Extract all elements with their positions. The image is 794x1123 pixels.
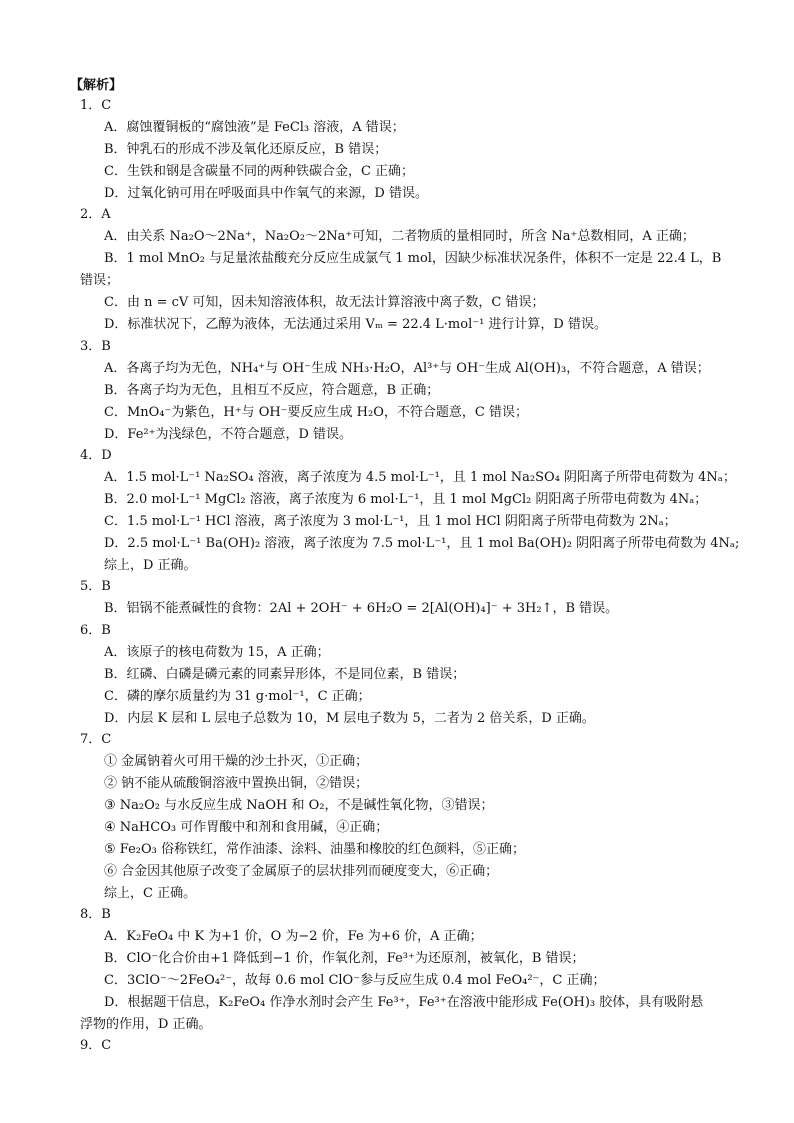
answer-2: 2．A [80, 207, 111, 222]
explanation-line: ② 钠不能从硫酸铜溶液中置换出铜，②错误； [104, 776, 369, 791]
explanation-line: C．生铁和钢是含碳量不同的两种铁碳合金，C 正确； [104, 164, 415, 179]
explanation-line: D．根据题干信息，K₂FeO₄ 作净水剂时会产生 Fe³⁺，Fe³⁺在溶液中能形成 Fe(OH)₃ 胶体，具有吸附悬 [104, 995, 704, 1010]
explanation-line: D．Fe²⁺为浅绿色，不符合题意，D 错误。 [104, 427, 353, 442]
explanation-line: D．内层 K 层和 L 层电子总数为 10，M 层电子数为 5，二者为 2 倍关系，D 正确。 [104, 711, 595, 726]
explanation-line: C．磷的摩尔质量约为 31 g·mol⁻¹，C 正确； [104, 689, 371, 704]
answer-5: 5．B [80, 579, 111, 594]
explanation-line: A．由关系 Na₂O～2Na⁺，Na₂O₂～2Na⁺可知，二者物质的量相同时，所含 Na⁺总数相同，A 正确； [104, 229, 695, 244]
explanation-line: A．腐蚀覆铜板的“腐蚀液”是 FeCl₃ 溶液，A 错误； [104, 120, 405, 135]
answer-8: 8．B [80, 907, 111, 922]
explanation-line: C．由 n = cV 可知，因未知溶液体积，故无法计算溶液中离子数，C 错误； [104, 295, 545, 310]
explanation-line: B．2.0 mol·L⁻¹ MgCl₂ 溶液，离子浓度为 6 mol·L⁻¹，且 1 mol MgCl₂ 阴阳离子所带电荷数为 4Nₐ； [104, 492, 708, 507]
explanation-line: D．过氧化钠可用在呼吸面具中作氧气的来源，D 错误。 [104, 186, 428, 201]
explanation-line: C．MnO₄⁻为紫色，H⁺与 OH⁻要反应生成 H₂O，不符合题意，C 错误； [104, 405, 528, 420]
explanation-line: 浮物的作用，D 正确。 [80, 1017, 212, 1032]
section-header: 【解析】 [70, 78, 123, 93]
answer-3: 3．B [80, 339, 111, 354]
explanation-line: B．铝锅不能煮碱性的食物：2Al + 2OH⁻ + 6H₂O = 2[Al(OH)₄]⁻ + 3H₂↑，B 错误。 [104, 601, 619, 616]
explanation-line: D．2.5 mol·L⁻¹ Ba(OH)₂ 溶液，离子浓度为 7.5 mol·L⁻¹，且 1 mol Ba(OH)₂ 阴阳离子所带电荷数为 4Nₐ; [104, 536, 740, 551]
answer-1: 1．C [80, 98, 112, 113]
explanation-line: 综上，C 正确。 [104, 886, 197, 901]
explanation-line: 综上，D 正确。 [104, 558, 197, 573]
answer-4: 4．D [80, 448, 112, 463]
answer-7: 7．C [80, 732, 112, 747]
explanation-line: A．1.5 mol·L⁻¹ Na₂SO₄ 溶液，离子浓度为 4.5 mol·L⁻¹，且 1 mol Na₂SO₄ 阴阳离子所带电荷数为 4Nₐ； [104, 470, 736, 485]
explanation-line: D．标准状况下，乙醇为液体，无法通过采用 Vₘ = 22.4 L·mol⁻¹ 进行计算，D 错误。 [104, 317, 607, 332]
explanation-line: ⑥ 合金因其他原子改变了金属原子的层状排列而硬度变大，⑥正确； [104, 864, 499, 879]
explanation-line: C．1.5 mol·L⁻¹ HCl 溶液，离子浓度为 3 mol·L⁻¹，且 1 mol HCl 阴阳离子所带电荷数为 2Nₐ； [104, 514, 677, 529]
explanation-line: 错误； [80, 273, 120, 288]
explanation-line: ① 金属钠着火可用干燥的沙土扑灭，①正确； [104, 754, 369, 769]
explanation-line: A．各离子均为无色，NH₄⁺与 OH⁻生成 NH₃·H₂O，Al³⁺与 OH⁻生成 Al(OH)₃，不符合题意，A 错误； [104, 361, 710, 376]
explanation-line: ⑤ Fe₂O₃ 俗称铁红，常作油漆、涂料、油墨和橡胶的红色颜料，⑤正确； [104, 842, 526, 857]
explanation-line: B．ClO⁻化合价由+1 降低到−1 价，作氧化剂，Fe³⁺为还原剂，被氧化，B 错误； [104, 951, 585, 966]
explanation-line: A．该原子的核电荷数为 15，A 正确； [104, 645, 330, 660]
explanation-line: B．红磷、白磷是磷元素的同素异形体，不是同位素，B 错误； [104, 667, 466, 682]
explanation-line: ④ NaHCO₃ 可作胃酸中和剂和食用碱，④正确； [104, 820, 389, 835]
explanation-line: ③ Na₂O₂ 与水反应生成 NaOH 和 O₂，不是碱性氧化物，③错误； [104, 798, 494, 813]
answer-6: 6．B [80, 623, 111, 638]
explanation-line: B．钟乳石的形成不涉及氧化还原反应，B 错误； [104, 142, 388, 157]
explanation-line: B．各离子均为无色，且相互不反应，符合题意，B 正确； [104, 383, 440, 398]
answer-9: 9．C [80, 1038, 112, 1053]
explanation-line: B．1 mol MnO₂ 与足量浓盐酸充分反应生成氯气 1 mol，因缺少标准状况条件，体积不一定是 22.4 L，B [104, 251, 722, 266]
explanation-line: C．3ClO⁻～2FeO₄²⁻，故每 0.6 mol ClO⁻参与反应生成 0.4 mol FeO₄²⁻，C 正确； [104, 973, 606, 988]
explanation-line: A．K₂FeO₄ 中 K 为+1 价，O 为−2 价，Fe 为+6 价，A 正确； [104, 929, 483, 944]
